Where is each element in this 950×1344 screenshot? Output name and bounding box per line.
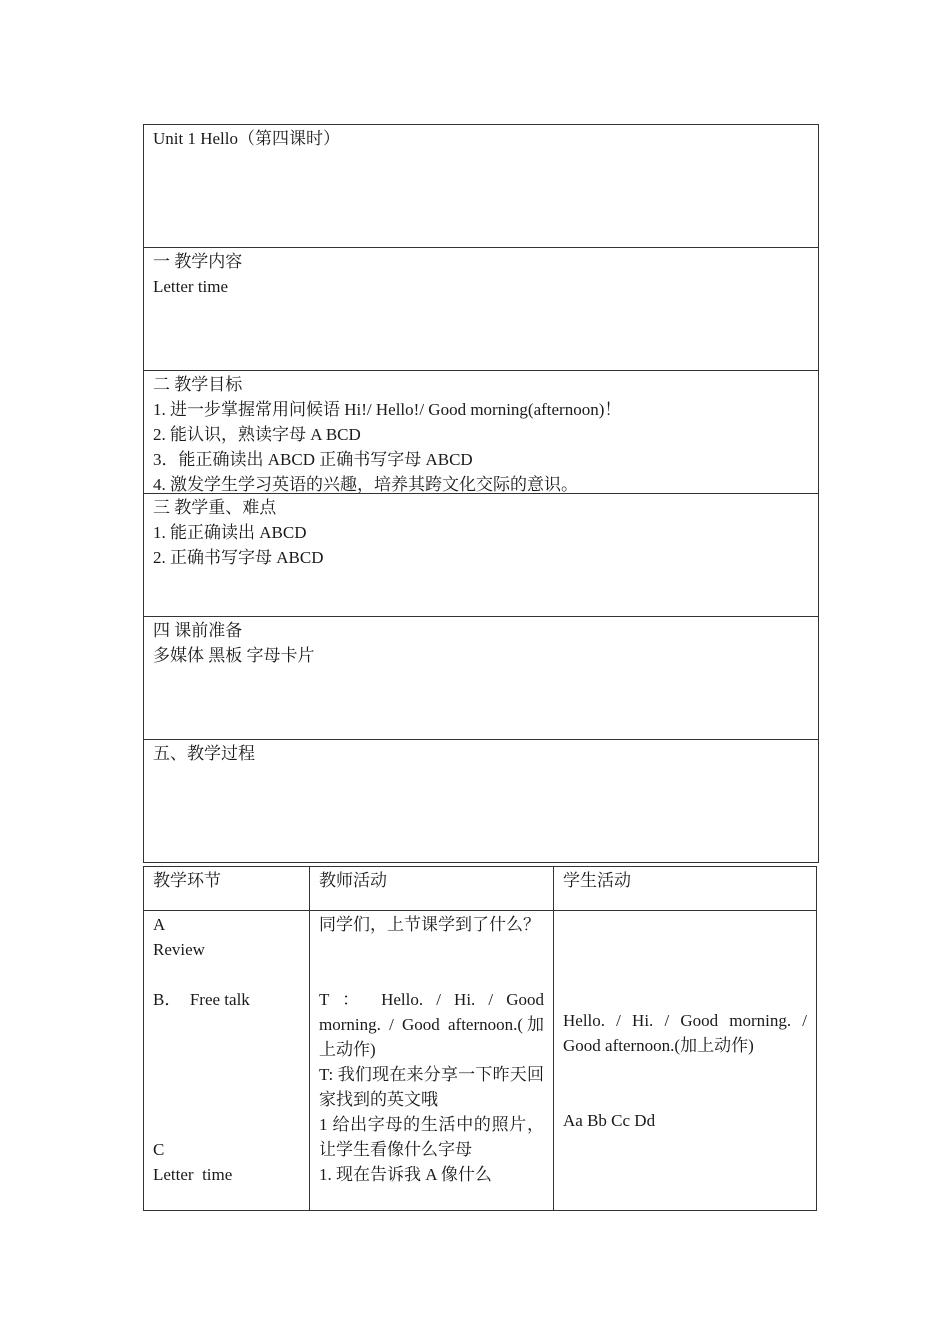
process-heading: 五、教学过程 bbox=[153, 744, 255, 763]
header-student: 学生活动 bbox=[554, 867, 817, 911]
student-letters: Aa Bb Cc Dd bbox=[563, 1111, 656, 1130]
table-header-row bbox=[144, 867, 817, 911]
objective-item: 2. 能认识，熟读字母 A BCD bbox=[153, 425, 361, 444]
process-block bbox=[144, 740, 818, 863]
stage-c-label: Letter time bbox=[153, 1165, 233, 1184]
objectives-heading: 二 教学目标 bbox=[153, 375, 243, 394]
prep-block bbox=[144, 617, 818, 740]
objective-item: 3．能正确读出 ABCD 正确书写字母 ABCD bbox=[153, 450, 473, 469]
keypoint-item: 2. 正确书写字母 ABCD bbox=[153, 548, 324, 567]
stage-a-label: Review bbox=[153, 940, 205, 959]
teacher-ask: 1. 现在告诉我 A 像什么 bbox=[319, 1165, 492, 1184]
prep-line: 多媒体 黑板 字母卡片 bbox=[153, 646, 315, 665]
stage-cell bbox=[144, 911, 310, 1211]
table-row bbox=[144, 911, 817, 1211]
lesson-plan-table bbox=[143, 124, 819, 863]
prep-heading: 四 课前准备 bbox=[153, 621, 243, 640]
header-teacher: 教师活动 bbox=[310, 867, 554, 911]
teacher-cell bbox=[310, 911, 554, 1211]
stage-b-label: B． Free talk bbox=[153, 990, 250, 1009]
header-stage: 教学环节 bbox=[144, 867, 310, 911]
teacher-photo: 1 给出字母的生活中的照片，让学生看像什么字母 bbox=[319, 1115, 544, 1159]
stage-a-letter: A bbox=[153, 915, 166, 934]
teacher-question: 同学们，上节课学到了什么？ bbox=[319, 915, 540, 934]
objectives-block bbox=[144, 371, 818, 494]
process-table bbox=[143, 866, 817, 1211]
lesson-title: Unit 1 Hello（第四课时） bbox=[153, 129, 340, 148]
content-heading: 一 教学内容 bbox=[153, 252, 243, 271]
stage-c-letter: C bbox=[153, 1140, 165, 1159]
keypoints-heading: 三 教学重、难点 bbox=[153, 498, 277, 517]
teacher-share: T: 我们现在来分享一下昨天回家找到的英文哦 bbox=[319, 1065, 544, 1109]
objective-item: 1. 进一步掌握常用问候语 Hi!/ Hello!/ Good morning(afternoon)！ bbox=[153, 400, 622, 419]
keypoint-item: 1. 能正确读出 ABCD bbox=[153, 523, 307, 542]
title-block bbox=[144, 125, 818, 248]
keypoints-block bbox=[144, 494, 818, 617]
content-line: Letter time bbox=[153, 277, 229, 296]
teacher-greeting: T ： Hello. / Hi. / Good morning. / Good afternoon.(加上动作) bbox=[319, 990, 544, 1059]
student-cell bbox=[554, 911, 817, 1211]
student-greeting: Hello. / Hi. / Good morning. / Good afternoon.(加上动作) bbox=[563, 1011, 807, 1055]
objective-item: 4. 激发学生学习英语的兴趣，培养其跨文化交际的意识。 bbox=[153, 475, 578, 494]
content-block bbox=[144, 248, 818, 371]
